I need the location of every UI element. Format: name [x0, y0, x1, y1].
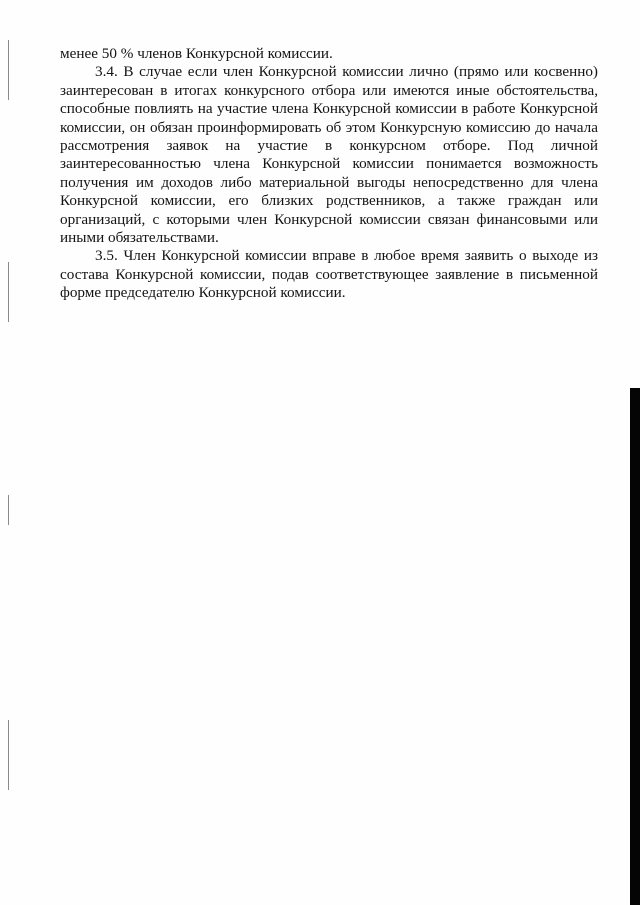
scan-margin-mark	[8, 40, 9, 100]
scan-shadow-edge	[630, 388, 640, 905]
document-body	[60, 45, 598, 303]
scan-margin-mark	[8, 495, 9, 525]
scan-margin-mark	[8, 262, 9, 322]
scan-margin-mark	[8, 720, 9, 790]
paragraph-3-4: 3.4. В случае если член Конкурсной комиссии лично (прямо или косвенно) заинтересован в итогах конкурсного отбора или имеются иные обстоятельства, способные повлиять на участие члена Конкурсной комиссии в работе Конкурсной комиссии, он обязан проинформировать об этом Конкурсную комиссию до начала рассмотрения заявок на участие в конкурсном отборе. Под личной заинтересованностью члена Конкурсной комиссии понимается возможность получения им доходов либо материальной выгоды непосредственно для члена Конкурсной комиссии, его близких родственников, а также граждан или организаций, с которыми член Конкурсной комиссии связан финансовыми или иными обязательствами.	[60, 63, 598, 247]
paragraph-3-5: 3.5. Член Конкурсной комиссии вправе в любое время заявить о выходе из состава Конкурсной комиссии, подав соответствующее заявление в письменной форме председателю Конкурсной комиссии.	[60, 247, 598, 302]
paragraph-continuation: менее 50 % членов Конкурсной комиссии.	[60, 45, 333, 62]
